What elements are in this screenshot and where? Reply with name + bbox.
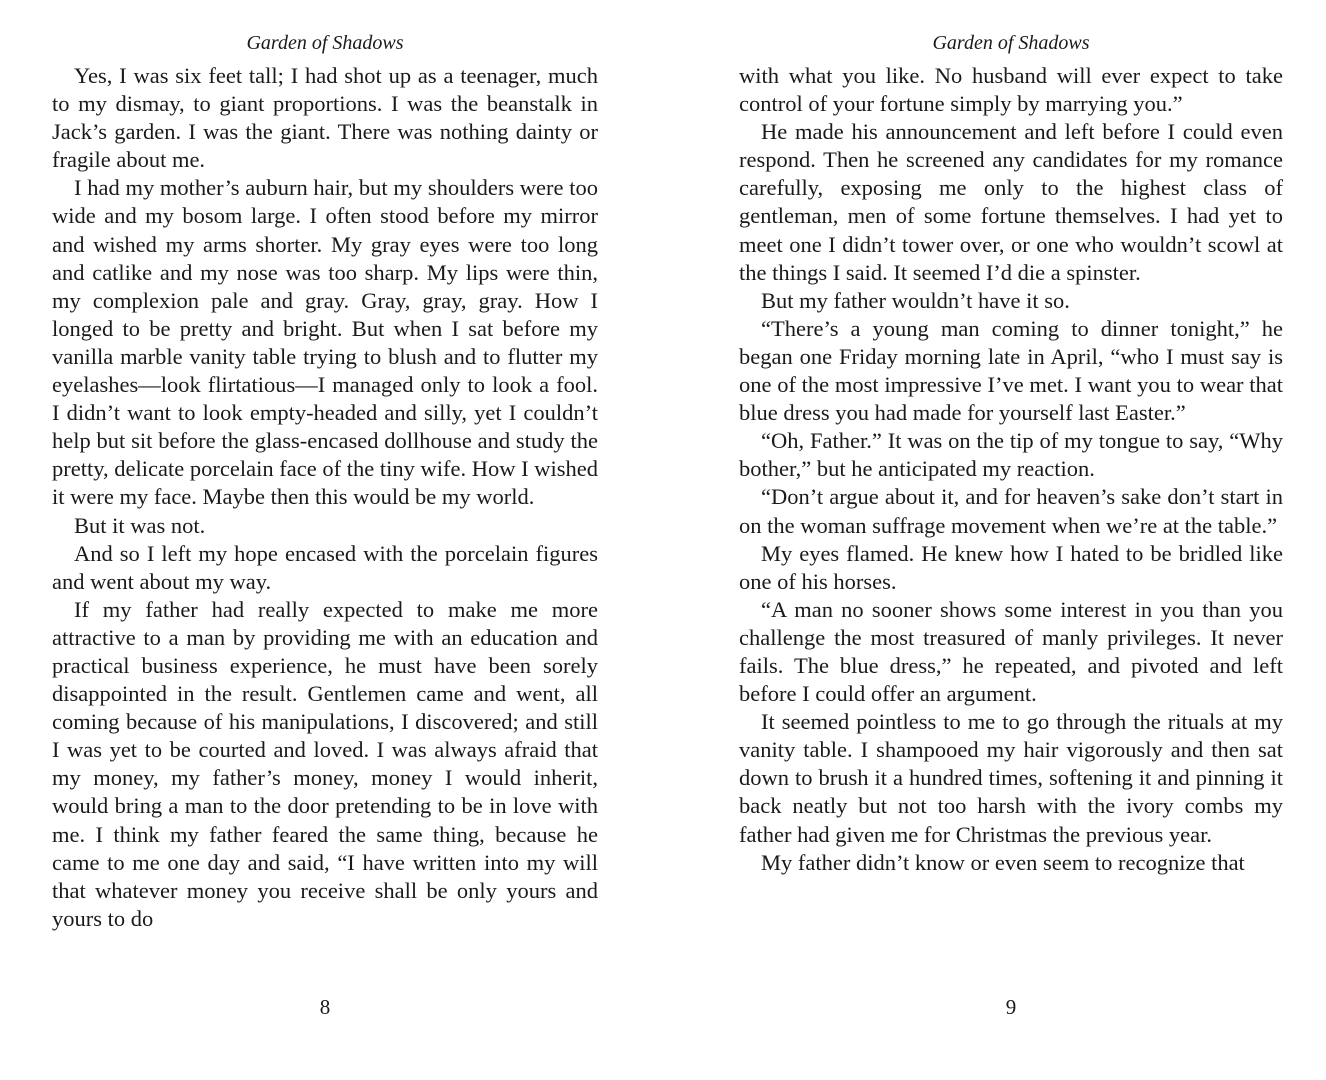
left-page [52,0,598,1080]
running-head: Garden of Shadows [246,32,404,54]
page-body [52,62,598,933]
paragraph: My eyes flamed. He knew how I hated to be bridled like one of his horses. [739,540,1283,594]
paragraph: “There’s a young man coming to dinner tonight,” he began one Friday morning late in April, “who I must say is one of the most impressive I’ve met. I want you to wear that blue dress you had made for yourself last Easter.” [739,315,1283,426]
page-number: 9 [1005,995,1017,1019]
paragraph: I had my mother’s auburn hair, but my shoulders were too wide and my bosom large. I often stood before my mirror and wished my arms shorter. My gray eyes were too long and catlike and my nose was too sharp. My lips were thin, my complexion pale and gray. Gray, gray, gray. How I longed to be pretty and bright. But when I sat before my vanilla marble vanity table trying to blush and to flutter my eyelashes—look flirtatious—I managed only to look a fool. I didn’t want to look empty-headed and silly, yet I couldn’t help but sit before the glass-encased dollhouse and study the pretty, delicate porcelain face of the tiny wife. How I wished it were my face. Maybe then this would be my world. [52,175,598,510]
running-head: Garden of Shadows [932,32,1090,54]
paragraph: It seemed pointless to me to go through the rituals at my vanity table. I shampooed my hair vigorously and then sat down to brush it a hundred times, softening it and pinning it back neatly but not too harsh with the ivory combs my father had given me for Christmas the previous year. [739,709,1283,847]
page-body [739,62,1283,877]
paragraph: And so I left my hope encased with the porcelain figures and went about my way. [52,540,598,594]
paragraph: My father didn’t know or even seem to recognize that [761,849,1245,875]
page-number: 8 [319,995,331,1019]
paragraph: “Oh, Father.” It was on the tip of my tongue to say, “Why bother,” but he anticipated my reaction. [739,428,1283,482]
right-page [739,0,1283,1080]
paragraph: Yes, I was six feet tall; I had shot up as a teenager, much to my dismay, to giant proportions. I was the beanstalk in Jack’s garden. I was the giant. There was nothing dainty or fragile about me. [52,63,598,173]
paragraph: “Don’t argue about it, and for heaven’s sake don’t start in on the woman suffrage movement when we’re at the table.” [739,484,1283,538]
paragraph: He made his announcement and left before I could even respond. Then he screened any candidates for my romance carefully, exposing me only to the highest class of gentleman, men of some fortune themselves. I had yet to meet one I didn’t tower over, or one who wouldn’t scowl at the things I said. It seemed I’d die a spinster. [739,119,1283,285]
paragraph: “A man no sooner shows some interest in you than you challenge the most treasured of manly privileges. It never fails. The blue dress,” he repeated, and pivoted and left before I could offer an argument. [739,596,1283,707]
paragraph: But it was not. [74,512,206,538]
paragraph: But my father wouldn’t have it so. [761,287,1070,313]
paragraph: with what you like. No husband will ever expect to take control of your fortune simply by marrying you.” [739,63,1283,117]
paragraph: If my father had really expected to make me more attractive to a man by providing me with an education and practical business experience, he must have been sorely disappointed in the result. Gentlemen came and went, all coming because of his manipulations, I discovered; and still I was yet to be courted and loved. I was always afraid that my money, my father’s money, money I would inherit, would bring a man to the door pretending to be in love with me. I think my father feared the same thing, because he came to me one day and said, “I have written into my will that whatever money you receive shall be only yours and yours to do [52,596,598,931]
